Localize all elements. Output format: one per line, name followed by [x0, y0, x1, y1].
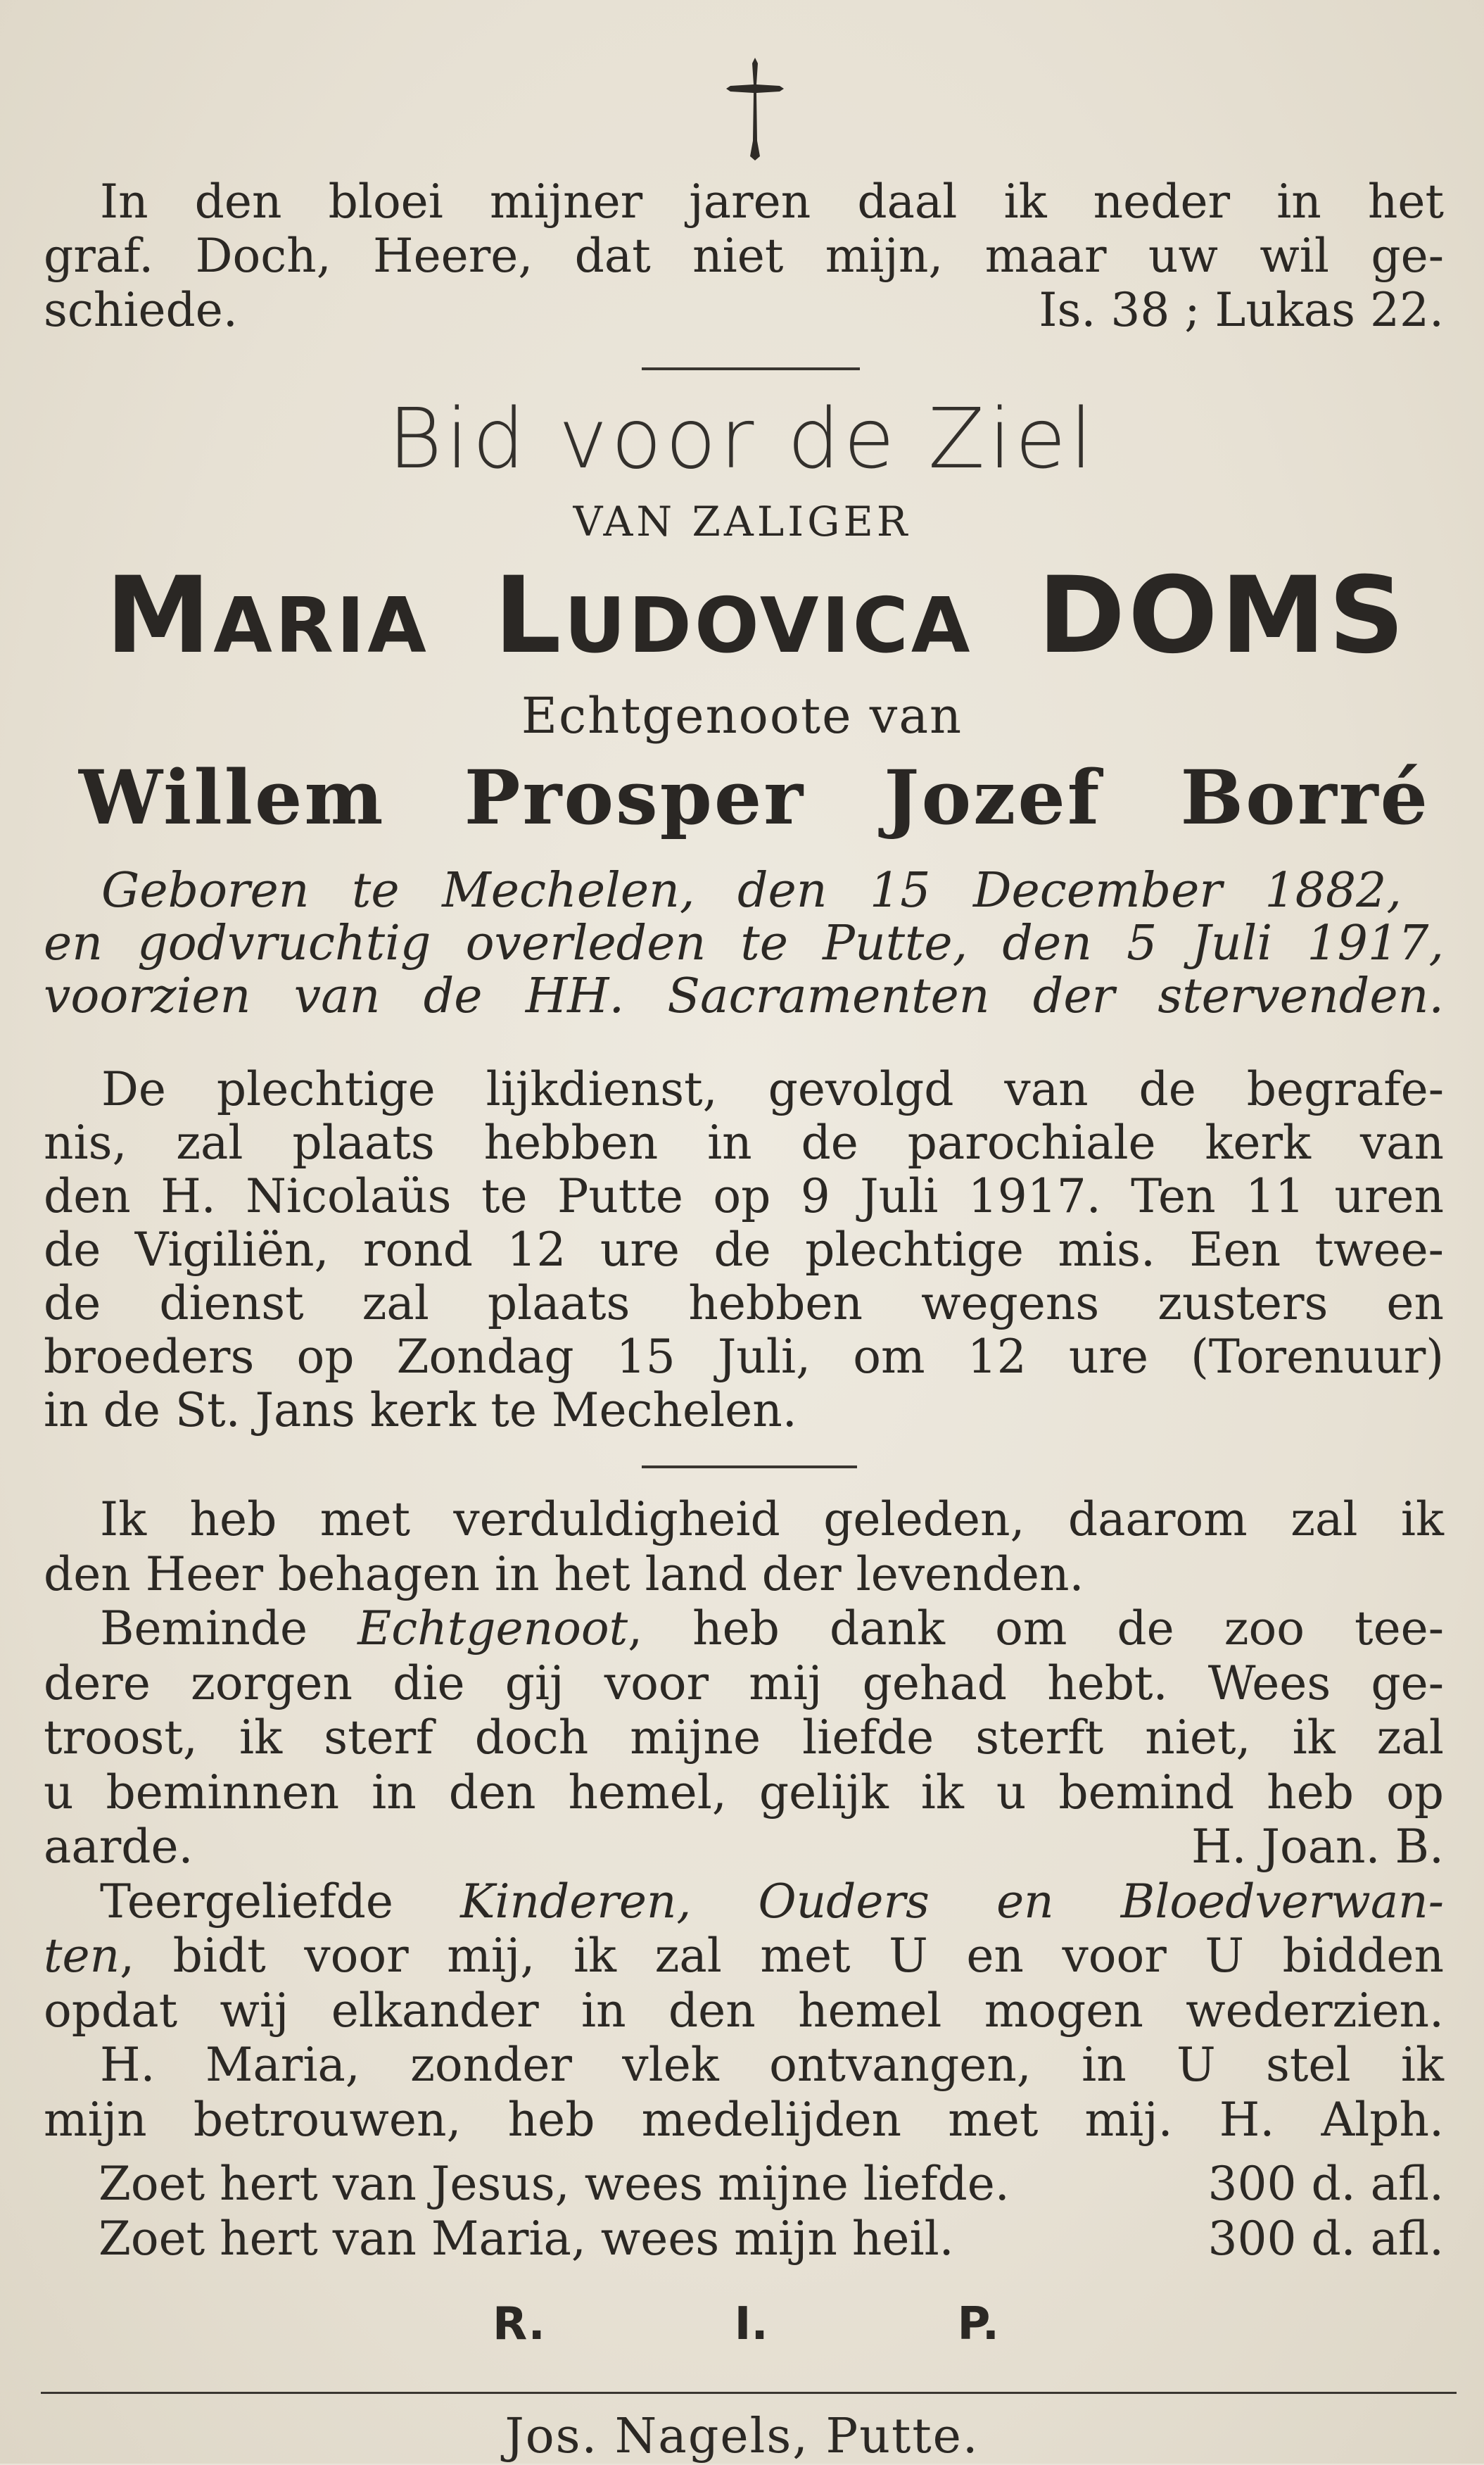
service-line: nis, zal plaats hebben in de parochiale kerk van [44, 1116, 1444, 1170]
indulgence-days: 300 d. afl. [1207, 2157, 1444, 2211]
prayer-line: H. Maria, zonder vlek ontvangen, in U stel ik [100, 2038, 1444, 2092]
service-line: broeders op Zondag 15 Juli, om 12 ure (Torenuur) [44, 1330, 1444, 1384]
prayer-line: troost, ik sterf doch mijne liefde sterft niet, ik zal [44, 1710, 1444, 1765]
prayer-line: Teergeliefde Kinderen, Ouders en Bloedverwan- [100, 1874, 1444, 1929]
spouse-label: Echtgenoote van [521, 687, 963, 745]
printer-credit: Jos. Nagels, Putte. [505, 2409, 979, 2464]
prayer-line: u beminnen in den hemel, gelijk ik u bemind heb op [44, 1765, 1444, 1820]
funeral-service-text [44, 1063, 1444, 1437]
service-line: De plechtige lijkdienst, gevolgd van de begrafe- [101, 1062, 1444, 1116]
epigraph-text: schiede. [44, 283, 238, 337]
birth-line: voorzien van de HH. Sacramenten der stervenden. [44, 969, 1444, 1024]
epigraph [44, 175, 1444, 337]
prayer-line: Beminde Echtgenoot, heb dank om de zoo tee- [100, 1601, 1444, 1656]
service-line: in de St. Jans kerk te Mechelen. [44, 1383, 797, 1437]
name-first: MARIA [106, 555, 429, 677]
indulgence-line: Zoet hert van Maria, wees mijn heil. 300 d. afl. [99, 2211, 1444, 2266]
prayer-line: mijn betrouwen, heb medelijden met mij. H. Alph. [44, 2092, 1444, 2147]
prayer-citation: H. Joan. B. [1191, 1820, 1444, 1874]
service-line: den H. Nicolaüs te Putte op 9 Juli 1917. Ten 11 uren [44, 1169, 1444, 1223]
divider [642, 367, 860, 370]
indulgence-days: 300 d. afl. [1207, 2211, 1444, 2266]
heading-bid: Bid voor de Ziel [388, 390, 1096, 487]
epigraph-citation: Is. 38 ; Lukas 22. [1039, 283, 1444, 337]
birth-line: Geboren te Mechelen, den 15 December 1882, [101, 863, 1402, 919]
service-line: de dienst zal plaats hebben wegens zusters en [44, 1276, 1444, 1330]
epigraph-line: graf. Doch, Heere, dat niet mijn, maar uw wil ge- [44, 229, 1444, 283]
cross-icon [725, 56, 785, 162]
rip-initials: R. I. P. [493, 2298, 999, 2350]
service-line: de Vigiliën, rond 12 ure de plechtige mis. Een twee- [44, 1223, 1444, 1277]
divider [41, 2392, 1457, 2394]
epigraph-line: In den bloei mijner jaren daal ik neder in het [100, 175, 1444, 229]
divider [642, 1465, 857, 1468]
prayer-line: Ik heb met verduldigheid geleden, daarom zal ik [100, 1492, 1444, 1546]
indulgence-line: Zoet hert van Jesus, wees mijne liefde. 300 d. afl. [99, 2157, 1444, 2211]
heading-van-zaliger: VAN ZALIGER [573, 498, 911, 546]
birth-death-details [44, 864, 1444, 1023]
prayer-line: opdat wij elkander in den hemel mogen wederzien. [44, 1983, 1444, 2038]
spouse-name: Willem Prosper Jozef Borré [79, 753, 1430, 841]
name-surname: DOMS [1037, 555, 1407, 677]
prayer-line: den Heer behagen in het land der levenden. [44, 1546, 1084, 1601]
epigraph-last-line [44, 283, 1444, 337]
prayer-last-line: aarde. H. Joan. B. [44, 1820, 1444, 1874]
prayer-line: ten, bidt voor mij, ik zal met U en voor U bidden [44, 1929, 1444, 1983]
deceased-name [106, 555, 1407, 679]
birth-line: en godvruchtig overleden te Putte, den 5 Juli 1917, [44, 916, 1444, 971]
prayer-line: dere zorgen die gij voor mij gehad hebt. Wees ge- [44, 1656, 1444, 1710]
prayers-section [44, 1492, 1444, 2266]
name-middle: LUDOVICA [494, 555, 973, 677]
